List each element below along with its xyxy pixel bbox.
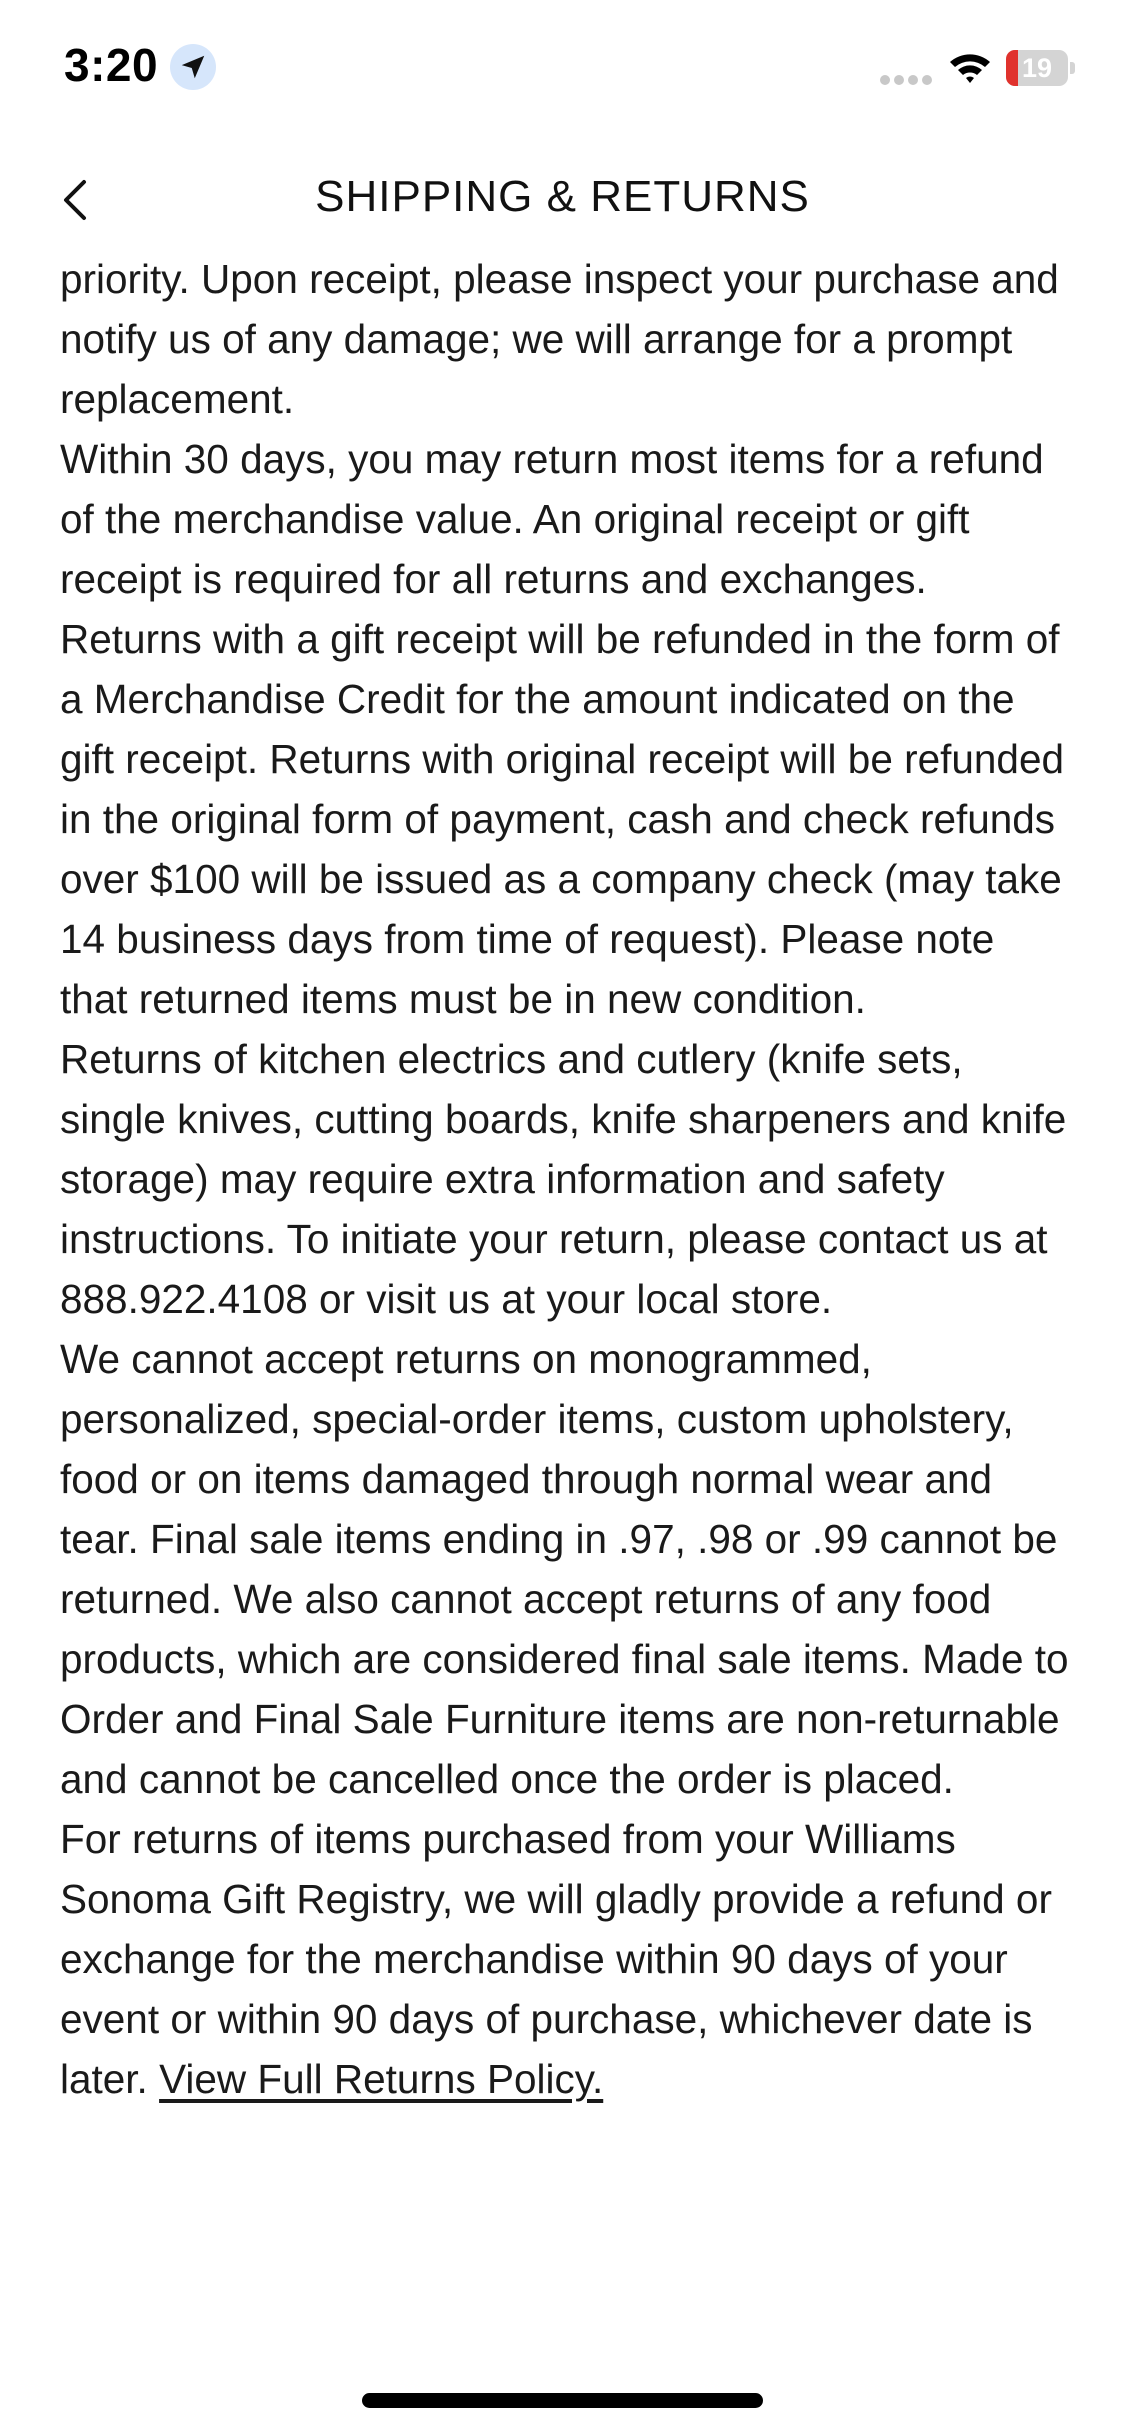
policy-paragraph: Within 30 days, you may return most items for a refund of the merchandise value. An original receipt or gift receipt is required for all returns and exchanges. Returns with a gift receipt will be refunded in the form of a Merchandise Credit for the amount indicated on the gift receipt. Returns with original receipt will be refunded in the original form of payment, cash and check refunds over $100 will be issued as a company check (may take 14 business days from time of request). Please note that returned items must be in new condition. (60, 436, 1064, 1022)
cellular-signal-icon (880, 72, 936, 84)
nav-header (0, 150, 1125, 250)
page-title: SHIPPING & RETURNS (315, 172, 810, 221)
policy-paragraph: For returns of items purchased from your Williams Sonoma Gift Registry, we will gladly provide a refund or exchange for the merchandise within 90 days of your event or within 90 days of purchase, whichever date is later. (60, 1816, 1052, 2102)
policy-paragraph: priority. Upon receipt, please inspect your purchase and notify us of any damage; we will arrange for a prompt replacement. (60, 256, 1059, 422)
home-indicator[interactable] (362, 2393, 763, 2408)
policy-paragraph: We cannot accept returns on monogrammed, personalized, special-order items, custom upholstery, food or on items damaged through normal wear and tear. Final sale items ending in .97, .98 or .99 cannot be returned. We also cannot accept returns of any food products, which are considered final sale items. Made to Order and Final Sale Furniture items are non-returnable and cannot be cancelled once the order is placed. (60, 1336, 1069, 1802)
status-bar (0, 0, 1125, 132)
location-arrow-icon (170, 44, 216, 90)
battery-level: 19 (1021, 53, 1053, 83)
returns-policy-content (60, 249, 1070, 2109)
status-time: 3:20 (64, 39, 159, 91)
battery-indicator (1006, 50, 1074, 86)
wifi-icon (948, 50, 992, 89)
policy-paragraph-registry (60, 1809, 1070, 2109)
policy-paragraph: Returns of kitchen electrics and cutlery (knife sets, single knives, cutting boards, knife sharpeners and knife storage) may require extra information and safety instructions. To initiate your return, please contact us at 888.922.4108 or visit us at your local store. (60, 1036, 1067, 1322)
view-full-returns-policy-link[interactable]: View Full Returns Policy. (159, 2056, 604, 2102)
